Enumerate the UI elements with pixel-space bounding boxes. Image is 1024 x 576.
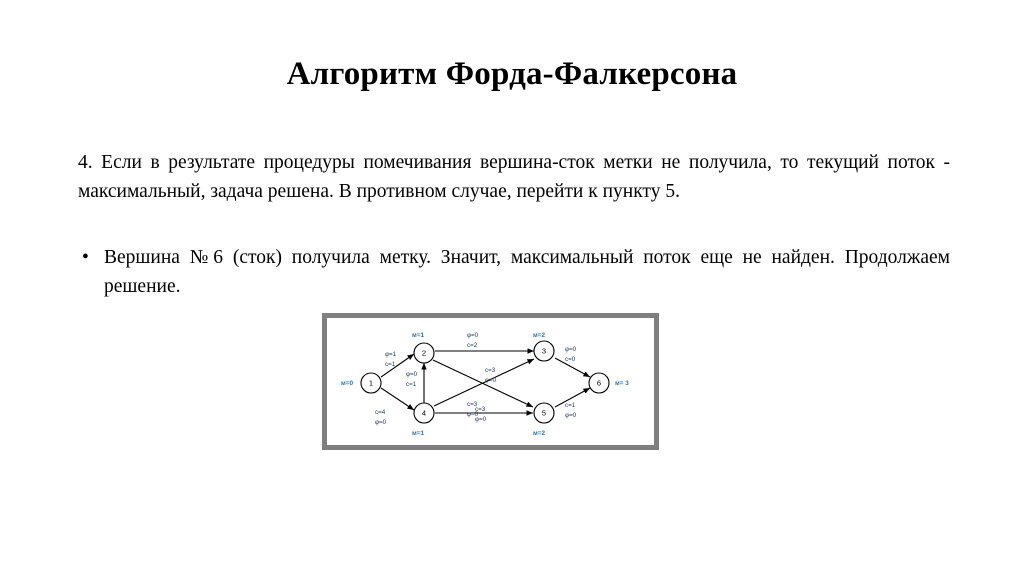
node-5 [534, 403, 554, 423]
edge-1-4 [381, 388, 414, 410]
edge-label-3-6 [565, 346, 577, 363]
edge-flow: φ=0 [485, 377, 497, 384]
edge-cap: c=1 [385, 361, 396, 368]
node-mark-3: м=2 [533, 332, 546, 339]
edge-4-3 [434, 359, 534, 406]
list-item [78, 243, 950, 301]
edge-flow: φ=0 [406, 371, 418, 378]
node-label: 3 [541, 346, 547, 356]
edge-label-1-4 [375, 409, 387, 426]
edge-cap: c=3 [467, 401, 478, 408]
edge-flow: φ=0 [475, 416, 487, 423]
node-6 [589, 373, 609, 393]
node-1 [361, 373, 381, 393]
edge-flow: φ=0 [565, 412, 577, 419]
node-label: 2 [421, 348, 427, 358]
bullet-list [78, 243, 950, 301]
node-mark-1: м=0 [341, 380, 354, 387]
edge-flow: φ=0 [467, 411, 479, 418]
edge-cap: c=0 [565, 356, 576, 363]
edge-label-5-6 [565, 402, 577, 419]
node-label: 4 [421, 408, 427, 418]
edge-flow: φ=0 [565, 346, 577, 353]
edge-cap: c=2 [467, 342, 478, 349]
node-mark-5: м=2 [533, 430, 546, 437]
edge-cap: c=1 [406, 381, 417, 388]
edge-cap: c=3 [485, 367, 496, 374]
page-title: Алгоритм Форда-Фалкерсона [286, 56, 738, 92]
paragraph-step-4: 4. Если в результате процедуры помечивания вершина-сток метки не получила, то текущий поток - максимальный, задача решена. В противном случае, перейти к пункту 5. [78, 152, 950, 202]
edge-label-2-3 [467, 332, 479, 349]
node-3 [534, 341, 554, 361]
edge-cap: c=1 [565, 402, 576, 409]
node-mark-2: м=1 [412, 332, 425, 339]
edge-label-1-2 [385, 351, 397, 368]
edge-label-4-2 [406, 371, 418, 388]
edge-cap: c=3 [475, 406, 486, 413]
graph-figure [322, 313, 659, 450]
node-label: 6 [596, 378, 602, 388]
node-label: 5 [541, 408, 547, 418]
edge-flow: φ=1 [385, 351, 397, 358]
bullet-marker: • [82, 247, 89, 268]
node-mark-6: м= 3 [615, 380, 629, 387]
node-mark-4: м=1 [412, 430, 425, 437]
edge-cap: c=4 [375, 409, 386, 416]
edge-flow: φ=0 [375, 419, 387, 426]
edge-label-4-3 [485, 367, 497, 384]
node-2 [414, 343, 434, 363]
list-item-text: Вершина №6 (сток) получила метку. Значит, максимальный поток еще не найден. Продолжаем решение. [104, 247, 950, 297]
flow-network-diagram [327, 318, 654, 445]
node-label: 1 [368, 378, 374, 388]
edge-flow: φ=0 [467, 332, 479, 339]
node-4 [414, 403, 434, 423]
